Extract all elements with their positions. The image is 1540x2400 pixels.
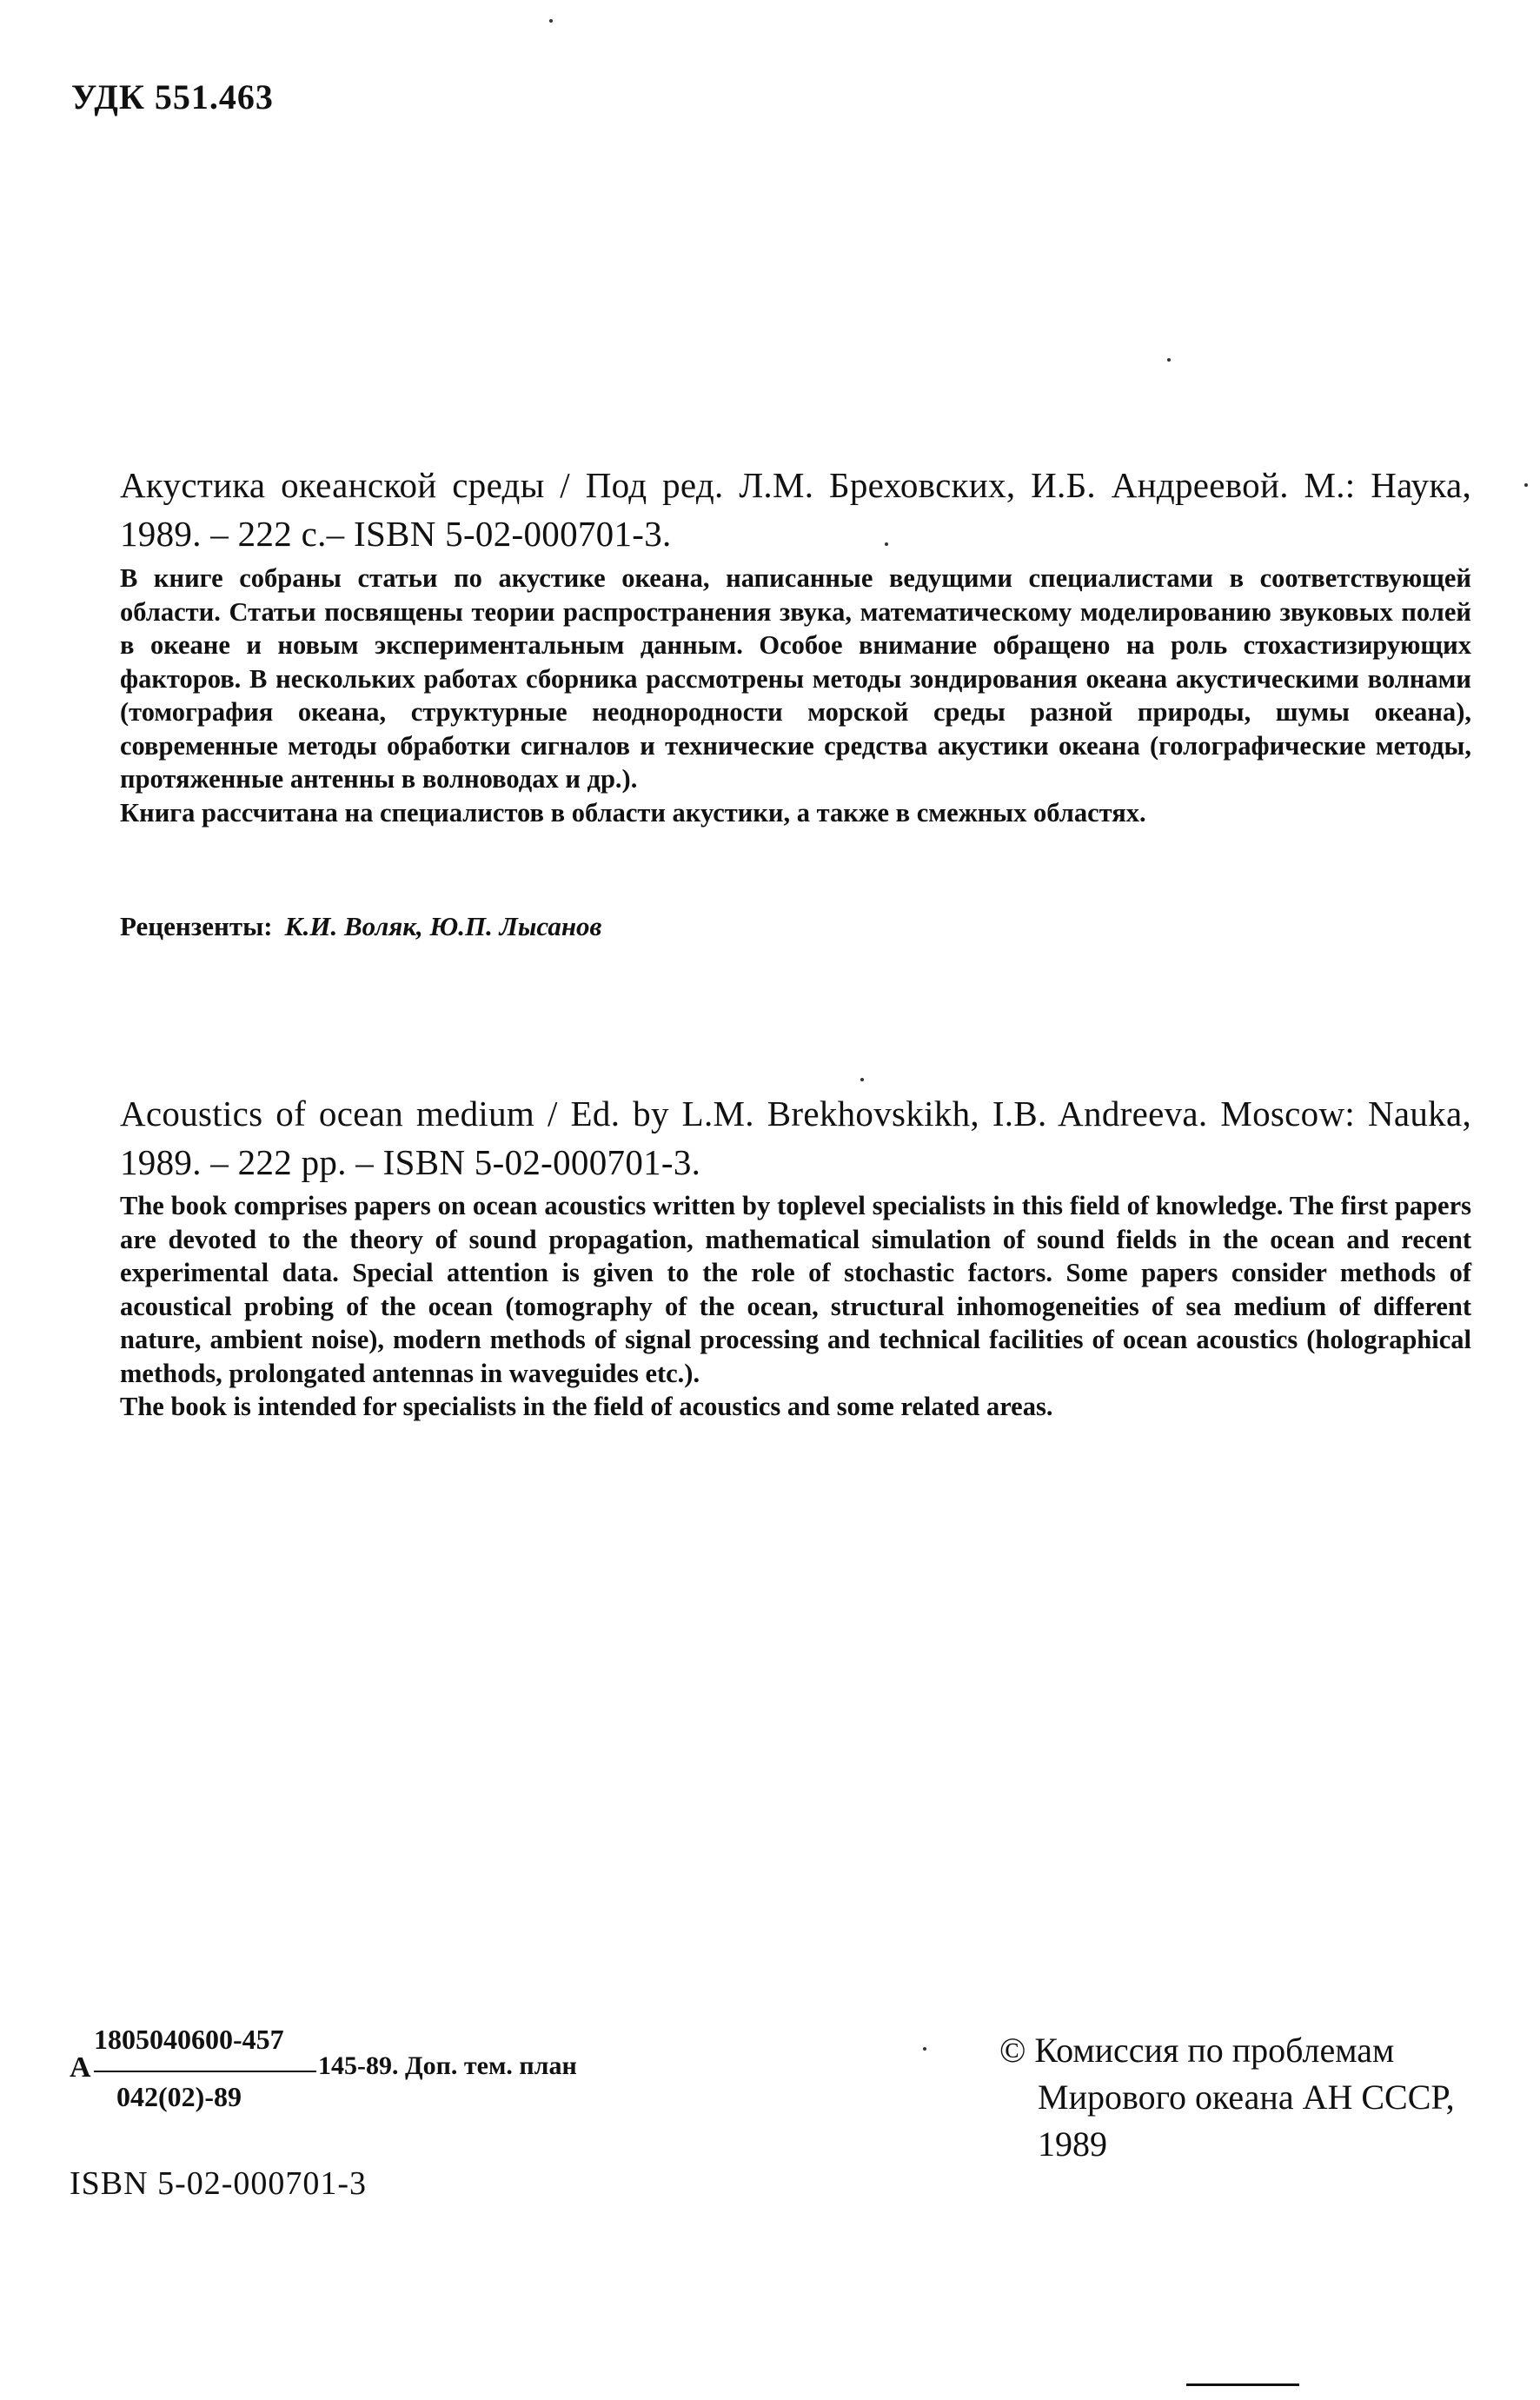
copyright-line-1 [999, 2027, 1455, 2074]
copyright-line-2: Мирового океана АН СССР, [1038, 2078, 1455, 2117]
reviewers-line [120, 911, 601, 942]
reviewers-names: К.И. Воляк, Ю.П. Лысанов [284, 911, 602, 941]
classification-fraction-line [94, 2071, 316, 2072]
english-abstract [120, 1189, 1471, 1424]
scan-speck [1524, 483, 1528, 487]
reviewers-label: Рецензенты: [120, 911, 273, 941]
scan-speck [549, 19, 553, 23]
scan-speck [860, 1078, 864, 1081]
russian-abstract-paragraph-2: Книга рассчитана на специалистов в области акустики, а также в смежных областях. [120, 797, 1146, 828]
russian-citation: Акустика океанской среды / Под ред. Л.М. Бреховских, И.Б. Андреевой. М.: Наука, 1989. – 222 с.– ISBN 5-02-000701-3. [120, 465, 1471, 554]
isbn-bottom: ISBN 5-02-000701-3 [70, 2165, 368, 2202]
english-abstract-paragraph-1: The book comprises papers on ocean acoustics written by toplevel specialists in this field of knowledge. The first papers are devoted to the theory of sound propagation, mathematical simulation of sound fields in the ocean and recent experimental data. Special attention is given to the role of stochastic factors. Some papers consider methods of acoustical probing of the ocean (tomography of the ocean, structural inhomogeneities of sea medium of different nature, ambient noise), modern methods of signal processing and technical facilities of ocean acoustics (holographical methods, prolongated antennas in waveguides etc.). [120, 1191, 1471, 1388]
copyright-line-3: 1989 [1038, 2124, 1107, 2164]
russian-abstract-paragraph-1: В книге собраны статьи по акустике океана, написанные ведущими специалистами в соответствующей области. Статьи посвящены теории распространения звука, математическому моделированию звуковых полей в океане и новым экспериментальным данным. Особое внимание обращено на роль стохастизирующих факторов. В нескольких работах сборника рассмотрены методы зондирования океана акустическими волнами (томография океана, структурные неоднородности морской среды разной природы, шумы океана), современные методы обработки сигналов и технические средства акустики океана (голографические методы, протяженные антенны в волноводах и др.). [120, 563, 1471, 794]
english-citation: Acoustics of ocean medium / Ed. by L.M. Brekhovskikh, I.B. Andreeva. Moscow: Nauka, 1989. – 222 pp. – ISBN 5-02-000701-3. [120, 1094, 1471, 1182]
classification-letter: А [70, 2051, 91, 2084]
scan-speck [923, 2047, 926, 2051]
scan-speck [885, 542, 888, 546]
classification-suffix: 145-89. Доп. тем. план [318, 2051, 577, 2080]
bottom-rule [1186, 2383, 1299, 2386]
classification-numerator: 1805040600-457 [94, 2024, 284, 2055]
copyright-block [999, 2027, 1455, 2168]
copyright-symbol: © [999, 2031, 1026, 2070]
russian-abstract [120, 562, 1471, 829]
english-abstract-paragraph-2: The book is intended for specialists in the field of acoustics and some related areas. [120, 1392, 1053, 1421]
copyright-holder-1: Комиссия по проблемам [1034, 2031, 1395, 2070]
udk-code: УДК 551.463 [71, 77, 274, 116]
scan-speck [1167, 358, 1171, 362]
classification-denominator: 042(02)-89 [116, 2081, 242, 2112]
